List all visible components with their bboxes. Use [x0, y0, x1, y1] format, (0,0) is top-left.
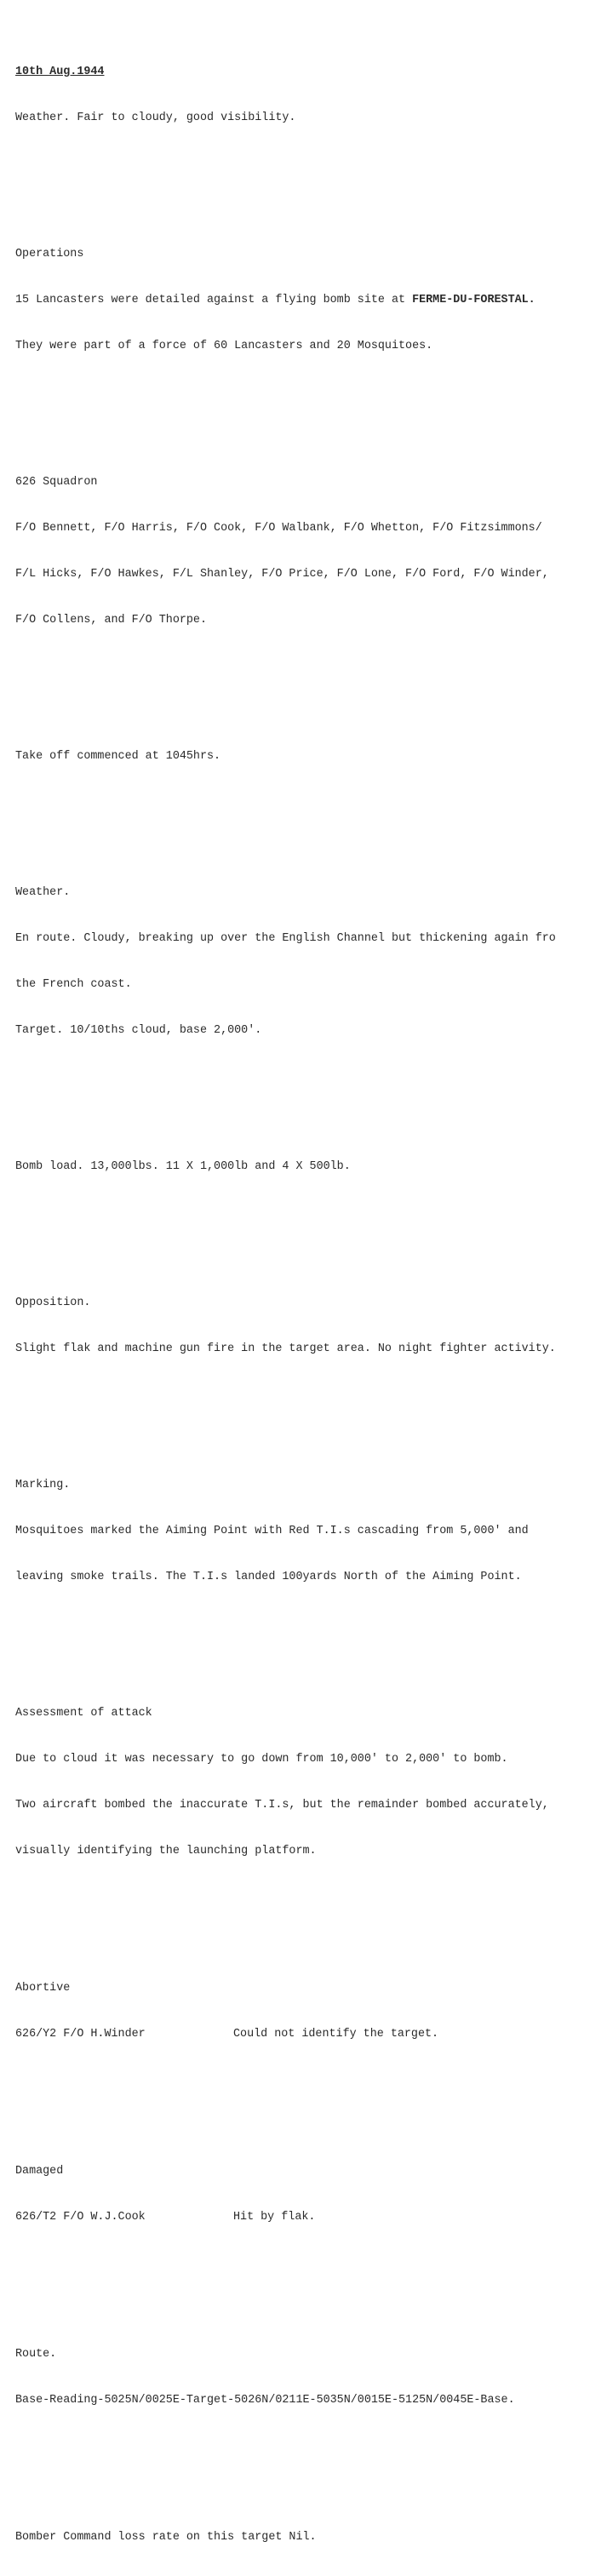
spacer: [15, 1905, 607, 1935]
squadron-crew-line: F/O Bennett, F/O Harris, F/O Cook, F/O Walbank, F/O Whetton, F/O Fitzsimmons/: [15, 522, 542, 535]
damaged-reason: Hit by flak.: [233, 2211, 316, 2224]
route-line: Base-Reading-5025N/0025E-Target-5026N/0211E-5035N/0015E-5125N/0045E-Base.: [15, 2394, 515, 2407]
abortive-aircraft: 626/Y2 F/O H.Winder: [15, 2028, 146, 2041]
operations-line-1: [15, 293, 607, 308]
damaged-heading: Damaged: [15, 2165, 64, 2178]
opposition-heading: Opposition.: [15, 1297, 91, 1309]
assessment-line: Due to cloud it was necessary to go down from 10,000' to 2,000' to bomb.: [15, 1753, 508, 1766]
weather-summary: Weather. Fair to cloudy, good visibility.: [15, 112, 296, 124]
squadron-crew-line: F/O Collens, and F/O Thorpe.: [15, 614, 207, 627]
spacer: [15, 172, 607, 201]
operations-line-2: They were part of a force of 60 Lancasters and 20 Mosquitoes.: [15, 340, 433, 352]
squadron-crew-line: F/L Hicks, F/O Hawkes, F/L Shanley, F/O Price, F/O Lone, F/O Ford, F/O Winder,: [15, 568, 549, 581]
spacer: [15, 400, 607, 429]
document-page: [15, 19, 607, 2576]
damaged-aircraft: 626/T2 F/O W.J.Cook: [15, 2211, 146, 2224]
marking-heading: Marking.: [15, 1479, 71, 1491]
marking-line: leaving smoke trails. The T.I.s landed 100yards North of the Aiming Point.: [15, 1571, 522, 1583]
squadron-heading: 626 Squadron: [15, 476, 98, 489]
assessment-heading: Assessment of attack: [15, 1707, 152, 1720]
weather-line: the French coast.: [15, 978, 132, 991]
marking-line: Mosquitoes marked the Aiming Point with Red T.I.s cascading from 5,000' and: [15, 1525, 529, 1537]
assessment-line: visually identifying the launching platform.: [15, 1845, 317, 1858]
spacer: [15, 2271, 607, 2301]
weather-line: En route. Cloudy, breaking up over the English Channel but thickening again fro: [15, 932, 556, 945]
entry-date: 10th Aug.1944: [15, 66, 105, 78]
spacer: [15, 1221, 607, 1250]
damaged-row: [15, 2210, 607, 2225]
route-heading: Route.: [15, 2348, 57, 2361]
weather-heading: Weather.: [15, 886, 71, 899]
bomb-load: Bomb load. 13,000lbs. 11 X 1,000lb and 4 X 500lb.: [15, 1160, 351, 1173]
takeoff-time: Take off commenced at 1045hrs.: [15, 750, 221, 763]
operations-line-1-text: 15 Lancasters were detailed against a flying bomb site at: [15, 294, 413, 306]
spacer: [15, 810, 607, 839]
spacer: [15, 1631, 607, 1660]
abortive-reason: Could not identify the target.: [233, 2028, 439, 2041]
abortive-row: [15, 2027, 607, 2042]
weather-line: Target. 10/10ths cloud, base 2,000'.: [15, 1024, 262, 1037]
spacer: [15, 1085, 607, 1113]
spacer: [15, 2454, 607, 2484]
operations-target-name: FERME-DU-FORESTAL.: [412, 294, 535, 306]
spacer: [15, 674, 607, 703]
loss-rate: Bomber Command loss rate on this target Nil.: [15, 2531, 317, 2544]
spacer: [15, 2088, 607, 2118]
opposition-line: Slight flak and machine gun fire in the target area. No night fighter activity.: [15, 1342, 556, 1355]
abortive-heading: Abortive: [15, 1982, 71, 1995]
assessment-line: Two aircraft bombed the inaccurate T.I.s, but the remainder bombed accurately,: [15, 1799, 549, 1812]
operations-heading: Operations: [15, 248, 84, 260]
spacer: [15, 1403, 607, 1432]
